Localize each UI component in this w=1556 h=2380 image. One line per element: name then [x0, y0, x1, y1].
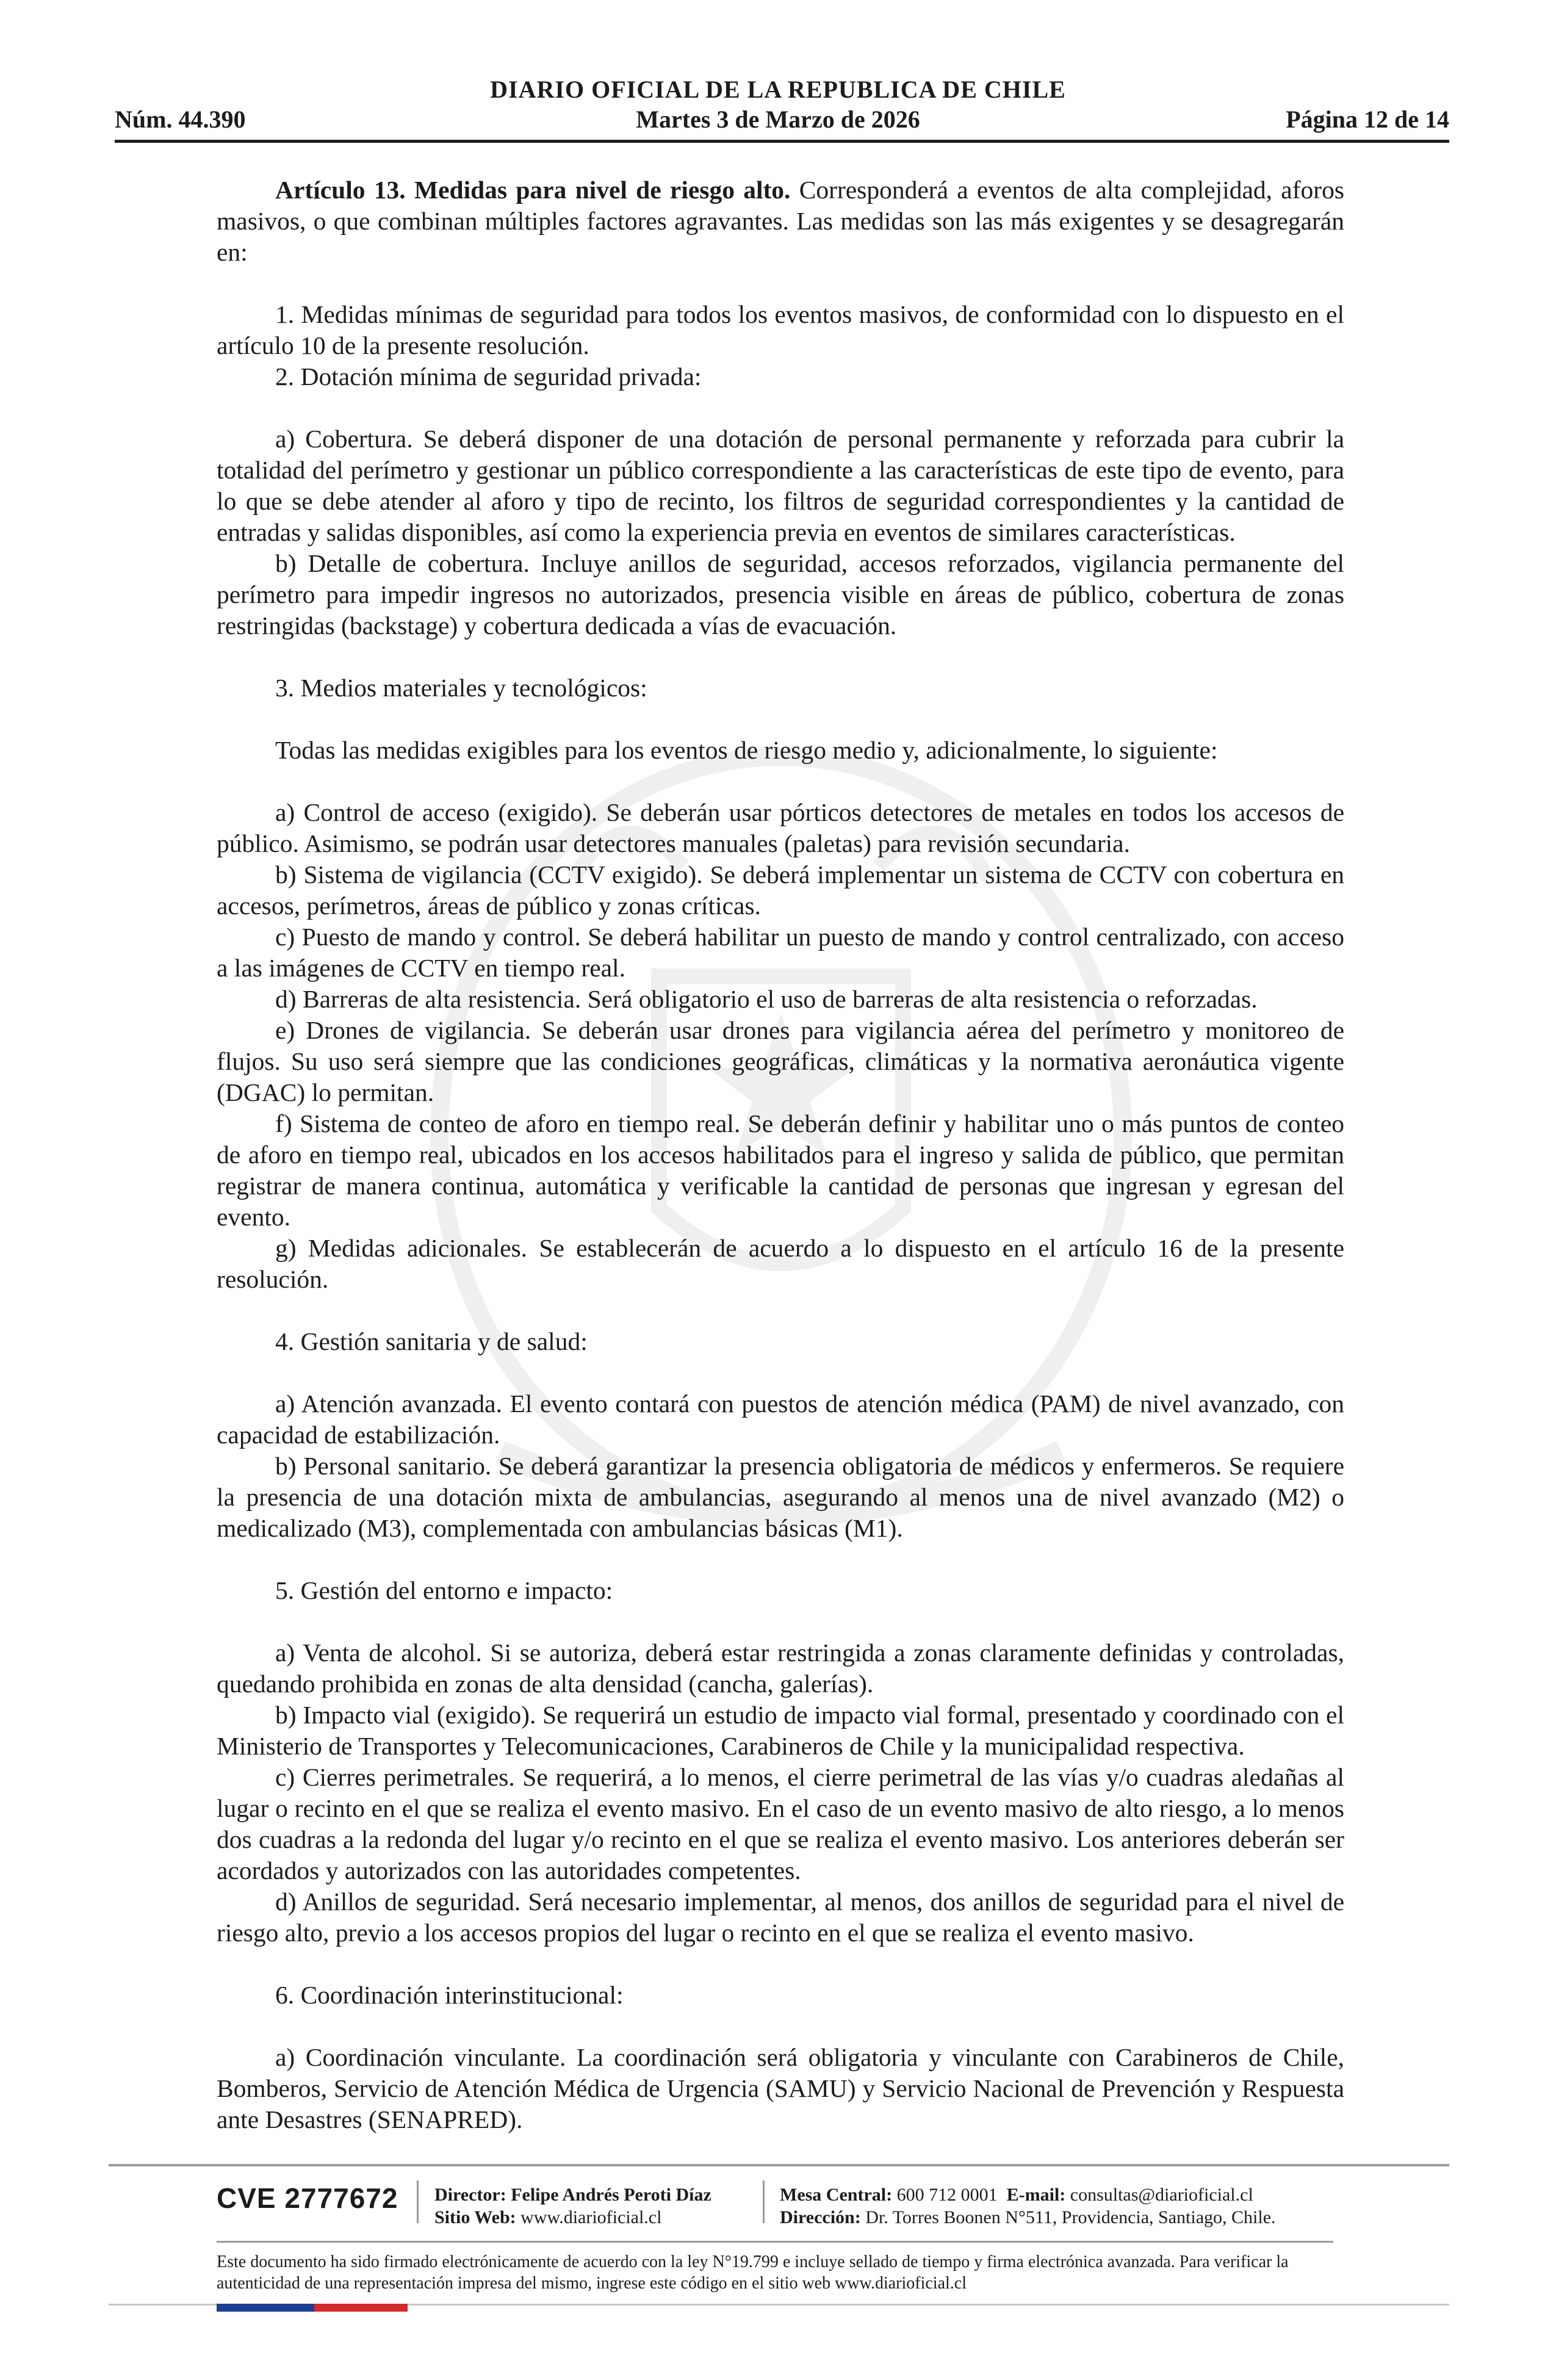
website-label: Sitio Web:	[434, 2207, 516, 2227]
email-link[interactable]: consultas@diarioficial.cl	[1070, 2185, 1253, 2205]
article-body	[217, 175, 1344, 2135]
section-2-heading: 2. Dotación mínima de seguridad privada:	[275, 362, 702, 391]
director-label: Director:	[434, 2185, 506, 2205]
section-4-heading: 4. Gestión sanitaria y de salud:	[275, 1327, 588, 1355]
article-heading: Artículo 13. Medidas para nivel de riesgo alto.	[275, 176, 791, 204]
phone-value: 600 712 0001	[896, 2185, 998, 2205]
section-4-a: a) Atención avanzada. El evento contará con puestos de atención médica (PAM) de nivel avanzado, con capacidad de estabilización.	[217, 1390, 1344, 1449]
section-5-d: d) Anillos de seguridad. Será necesario implementar, al menos, dos anillos de seguridad para el nivel de riesgo alto, previo a los accesos propios del lugar o recinto en el que se realiza el evento masivo.	[217, 1888, 1344, 1947]
section-3-d: d) Barreras de alta resistencia. Será obligatorio el uso de barreras de alta resistencia o reforzadas.	[275, 985, 1258, 1013]
legal-notice: Este documento ha sido firmado electrónicamente de acuerdo con la ley N°19.799 e incluye sellado de tiempo y firma electrónica avanzada. Para verificar la autenticidad de una representación impresa del mismo, ingrese este código en el sitio web www.diarioficial.cl	[217, 2252, 1289, 2293]
issue-date: Martes 3 de Marzo de 2026	[636, 106, 920, 133]
footer-contact-block	[780, 2183, 1276, 2229]
section-5-a: a) Venta de alcohol. Si se autoriza, deberá estar restringida a zonas claramente definidas y controladas, quedando prohibida en zonas de alta densidad (cancha, galerías).	[217, 1639, 1344, 1698]
section-5-b: b) Impacto vial (exigido). Se requerirá un estudio de impacto vial formal, presentado y coordinado con el Ministerio de Transportes y Telecomunicaciones, Carabineros de Chile y la municipalidad respectiva.	[217, 1701, 1344, 1760]
footer-separator	[763, 2180, 765, 2223]
section-5-c: c) Cierres perimetrales. Se requerirá, a lo menos, el cierre perimetral de las vías y/o cuadras aledañas al lugar o recinto en el que se realiza el evento masivo. En el caso de un evento masivo de alto riesgo, a lo menos dos cuadras a la redonda del lugar y/o recinto en el que se realiza el evento masivo. Los anteriores deberán ser acordados y autorizados con las autoridades competentes.	[217, 1763, 1344, 1884]
address-label: Dirección:	[780, 2207, 861, 2227]
footer-director-block	[434, 2183, 711, 2229]
section-6-heading: 6. Coordinación interinstitucional:	[275, 1981, 624, 2009]
section-3-c: c) Puesto de mando y control. Se deberá habilitar un puesto de mando y control centralizado, con acceso a las imágenes de CCTV en tiempo real.	[217, 923, 1344, 982]
section-3-g: g) Medidas adicionales. Se establecerán de acuerdo a lo dispuesto en el artículo 16 de la presente resolución.	[217, 1234, 1344, 1293]
footer-inner-rule	[217, 2241, 1333, 2243]
section-3-e: e) Drones de vigilancia. Se deberán usar drones para vigilancia aérea del perímetro y monitoreo de flujos. Su uso será siempre que las condiciones geográficas, climáticas y la normativa aeronáutica vigente (DGAC) lo permitan.	[217, 1016, 1344, 1106]
section-2-a: a) Cobertura. Se deberá disponer de una dotación de personal permanente y reforzada para cubrir la totalidad del perímetro y gestionar un público correspondiente a las características de este tipo de evento, para lo que se debe atender al aforo y tipo de recinto, los filtros de seguridad correspondientes y la cantidad de entradas y salidas disponibles, así como la experiencia previa en eventos de similares características.	[217, 425, 1344, 546]
newspaper-title: DIARIO OFICIAL DE LA REPUBLICA DE CHILE	[490, 76, 1066, 103]
page-number: Página 12 de 14	[1286, 106, 1449, 133]
director-name: Felipe Andrés Peroti Díaz	[511, 2185, 711, 2205]
section-3-f: f) Sistema de conteo de aforo en tiempo real. Se deberán definir y habilitar uno o más puntos de conteo de aforo en tiempo real, ubicados en los accesos habilitados para el ingreso y salida de público, que permitan registrar de manera continua, automática y verificable la cantidad de personas que ingresan y egresan del evento.	[217, 1109, 1344, 1231]
email-label: E-mail:	[1006, 2185, 1066, 2205]
cve-code: CVE 2777672	[217, 2182, 398, 2214]
header-rule	[115, 140, 1449, 143]
article-intro-paragraph	[217, 175, 1344, 268]
address-value: Dr. Torres Boonen N°511, Providencia, Santiago, Chile.	[865, 2207, 1276, 2227]
issue-number: Núm. 44.390	[115, 106, 246, 133]
article-intro: Corresponderá a eventos de alta complejidad, aforos masivos, o que combinan múltiples factores agravantes. Las medidas son las más exigentes y se desagregarán en:	[217, 176, 1344, 266]
flag-stripe-blue	[217, 2304, 314, 2312]
section-6-a: a) Coordinación vinculante. La coordinación será obligatoria y vinculante con Carabineros de Chile, Bomberos, Servicio de Atención Médica de Urgencia (SAMU) y Servicio Nacional de Prevención y Respuesta ante Desastres (SENAPRED).	[217, 2043, 1344, 2133]
section-1: 1. Medidas mínimas de seguridad para todos los eventos masivos, de conformidad con lo dispuesto en el artículo 10 de la presente resolución.	[217, 300, 1344, 359]
website-link[interactable]: www.diarioficial.cl	[520, 2207, 662, 2227]
phone-label: Mesa Central:	[780, 2185, 893, 2205]
footer-separator	[417, 2180, 419, 2223]
section-3-b: b) Sistema de vigilancia (CCTV exigido). Se deberá implementar un sistema de CCTV con cobertura en accesos, perímetros, áreas de público y zonas críticas.	[217, 860, 1344, 920]
section-4-b: b) Personal sanitario. Se deberá garantizar la presencia obligatoria de médicos y enfermeros. Se requiere la presencia de una dotación mixta de ambulancias, asegurando al menos una de nivel avanzado (M2) o medicalizado (M3), complementada con ambulancias básicas (M1).	[217, 1452, 1344, 1542]
flag-stripe-red	[314, 2304, 408, 2312]
section-3-intro: Todas las medidas exigibles para los eventos de riesgo medio y, adicionalmente, lo siguiente:	[275, 736, 1218, 764]
footer-rule	[109, 2164, 1449, 2166]
section-5-heading: 5. Gestión del entorno e impacto:	[275, 1576, 613, 1604]
section-2-b: b) Detalle de cobertura. Incluye anillos de seguridad, accesos reforzados, vigilancia permanente del perímetro para impedir ingresos no autorizados, presencia visible en áreas de público, cobertura de zonas restringidas (backstage) y cobertura dedicada a vías de evacuación.	[217, 549, 1344, 640]
section-3-heading: 3. Medios materiales y tecnológicos:	[275, 674, 647, 702]
section-3-a: a) Control de acceso (exigido). Se deberán usar pórticos detectores de metales en todos los accesos de público. Asimismo, se podrán usar detectores manuales (paletas) para revisión secundaria.	[217, 798, 1344, 857]
